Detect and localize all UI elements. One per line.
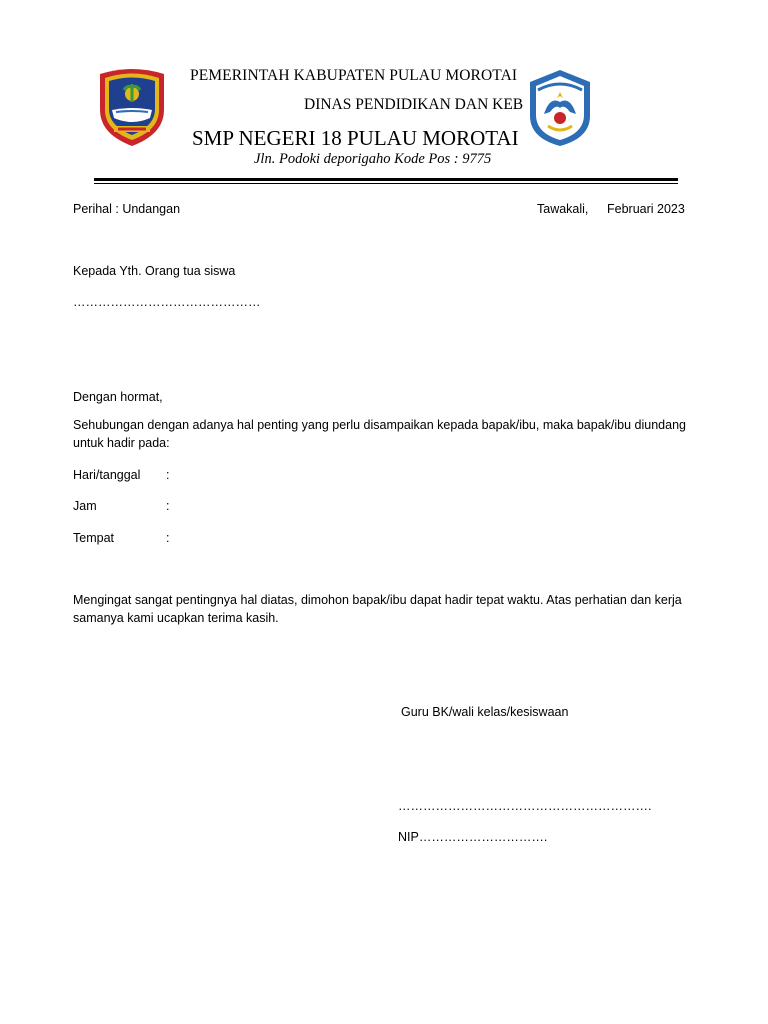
regency-crest-icon [94,66,170,148]
field-label-time: Jam [73,499,97,513]
field-colon: : [166,499,170,513]
signer-nip: NIP…………………………. [398,830,548,844]
tut-wuri-handayani-emblem-icon [524,68,596,148]
field-colon: : [166,468,170,482]
letter-place: Tawakali, [537,202,589,216]
intro-paragraph: Sehubungan dengan adanya hal penting yang perlu disampaikan kepada bapak/ibu, maka bapak/ibu diundang untuk hadir pada: [73,418,686,450]
department-name: DINAS PENDIDIKAN DAN KEB [304,96,524,113]
government-name: PEMERINTAH KABUPATEN PULAU MOROTAI [190,67,518,84]
closing-paragraph: Mengingat sangat pentingnya hal diatas, dimohon bapak/ibu dapat hadir tepat waktu. Atas perhatian dan kerja samanya kami ucapkan terima kasih. [73,593,682,625]
greeting: Dengan hormat, [73,390,163,404]
letterhead-divider-thin [94,183,678,184]
school-address: Jln. Podoki deporigaho Kode Pos : 9775 [254,151,492,167]
school-name: SMP NEGERI 18 PULAU MOROTAI [192,126,519,150]
field-label-date: Hari/tanggal [73,468,141,482]
recipient-line: Kepada Yth. Orang tua siswa [73,264,236,278]
signer-name-blank: ……………………………………………………. [398,799,652,813]
signer-title: Guru BK/wali kelas/kesiswaan [401,705,569,719]
letter-date: Februari 2023 [607,202,685,216]
field-label-place: Tempat [73,531,114,545]
letter-subject: Perihal : Undangan [73,202,181,216]
letterhead-divider-thick [94,178,678,181]
field-colon: : [166,531,170,545]
recipient-blank: ……………………………………… [73,295,261,309]
